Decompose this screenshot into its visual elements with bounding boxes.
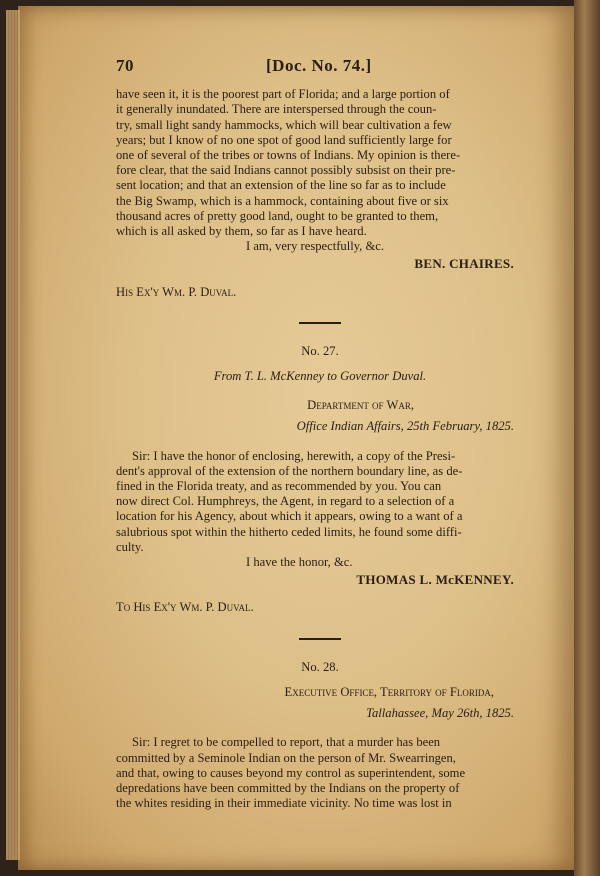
letter1-line: which is all asked by them, so far as I have heard. bbox=[116, 224, 367, 239]
section-divider bbox=[299, 638, 341, 640]
letter1-closing: I am, very respectfully, &c. bbox=[246, 239, 385, 254]
letter3-body bbox=[116, 735, 524, 811]
section-divider bbox=[299, 322, 341, 324]
letter2-recipient: To His Ex'y Wm. P. Duval. bbox=[116, 600, 254, 615]
letter1-line: years; but I know of no one spot of good land sufficiently large for bbox=[116, 132, 452, 147]
letter1-signature: BEN. CHAIRES. bbox=[414, 256, 514, 272]
page-number: 70 bbox=[116, 56, 134, 75]
letter3-line: depredations have been committed by the Indians on the property of bbox=[116, 780, 460, 795]
letter2-line: dent's approval of the extension of the northern boundary line, as de- bbox=[116, 463, 463, 478]
letter3-dateline: Tallahassee, May 26th, 1825. bbox=[366, 706, 514, 721]
letter1-line: sent location; and that an extension of the line so far as to include bbox=[116, 178, 446, 193]
letter2-from: From T. L. McKenney to Governor Duval. bbox=[213, 369, 427, 384]
letter3-line: and that, owing to causes beyond my control as superintendent, some bbox=[116, 765, 466, 780]
letter2-body bbox=[116, 449, 524, 555]
letter1-line: the Big Swamp, which is a hammock, containing about five or six bbox=[116, 193, 449, 208]
letter2-dateline: Office Indian Affairs, 25th February, 1825. bbox=[296, 419, 514, 434]
letter2-number: No. 27. bbox=[301, 343, 339, 358]
letter1-recipient: His Ex'y Wm. P. Duval. bbox=[116, 284, 237, 299]
letter2-signature: THOMAS L. McKENNEY. bbox=[356, 572, 514, 588]
letter3-line: committed by a Seminole Indian on the person of Mr. Swearringen, bbox=[116, 750, 456, 765]
letter3-line: the whites residing in their immediate vicinity. No time was lost in bbox=[116, 796, 452, 811]
binding-edge bbox=[574, 0, 600, 876]
letter2-department: Department of War, bbox=[307, 398, 414, 413]
letter2-line: location for his Agency, about which it appears, owing to a want of a bbox=[116, 509, 463, 524]
letter1-line: have seen it, it is the poorest part of Florida; and a large portion of bbox=[116, 87, 450, 102]
page-edges bbox=[6, 10, 20, 860]
letter3-department: Executive Office, Territory of Florida, bbox=[284, 684, 494, 699]
letter1-line: one of several of the tribes or towns of Indians. My opinion is there- bbox=[116, 148, 461, 163]
letter3-number: No. 28. bbox=[301, 659, 339, 674]
letter2-line: now direct Col. Humphreys, the Agent, in regard to a selection of a bbox=[116, 494, 455, 509]
page-text bbox=[116, 58, 524, 811]
letter1-line: fore clear, that the said Indians cannot possibly subsist on their pre- bbox=[116, 163, 456, 178]
letter1-line: thousand acres of pretty good land, ought to be granted to them, bbox=[116, 208, 439, 223]
doc-reference: [Doc. No. 74.] bbox=[266, 56, 372, 75]
page-header bbox=[116, 58, 524, 73]
letter1-line: try, small light sandy hammocks, which will bear cultivation a few bbox=[116, 117, 452, 132]
letter2-line: Sir: I have the honor of enclosing, herewith, a copy of the Presi- bbox=[132, 448, 456, 463]
letter2-closing: I have the honor, &c. bbox=[246, 555, 353, 570]
letter2-line: culty. bbox=[116, 539, 144, 554]
letter2-line: fined in the Florida treaty, and as recommended by you. You can bbox=[116, 479, 442, 494]
letter1-body bbox=[116, 87, 524, 239]
letter2-line: salubrious spot within the hitherto ceded limits, he found some diffi- bbox=[116, 524, 462, 539]
letter1-line: it generally inundated. There are interspersed through the coun- bbox=[116, 102, 437, 117]
letter3-line: Sir: I regret to be compelled to report, that a murder has been bbox=[132, 735, 441, 750]
